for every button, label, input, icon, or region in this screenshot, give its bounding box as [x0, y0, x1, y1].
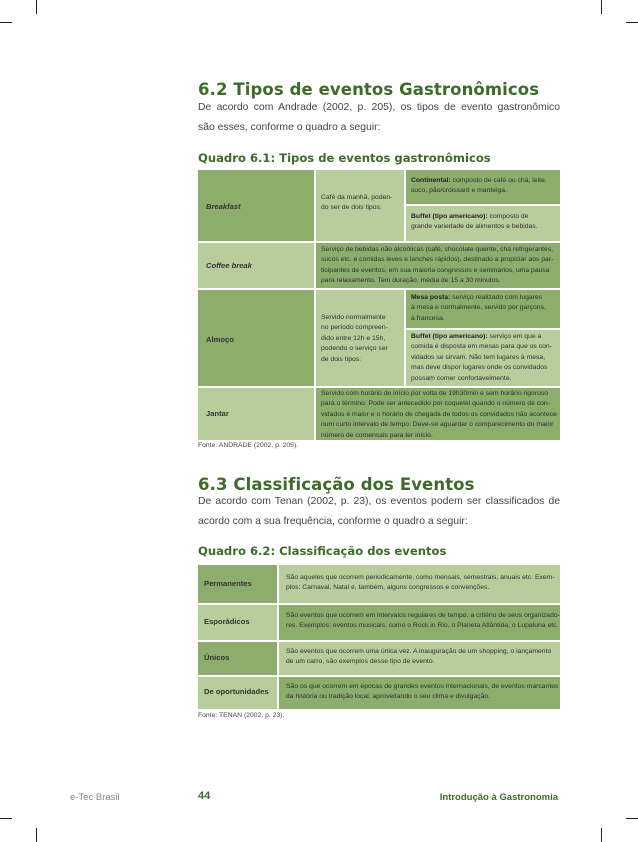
cell-text: [286, 647, 551, 668]
cell-text: [321, 193, 392, 214]
text-line: São aqueles que ocorrem periodicamente, como mensais, semestrais, anuais etc. Exem-: [286, 574, 555, 581]
description-cell: [279, 677, 560, 709]
paragraph-line: são esses, conforme o quadro a seguir:: [198, 122, 381, 133]
detail-cell: [406, 290, 560, 328]
text-line: Servido com horário de início por volta de 19h30min e sem horário rigoroso: [321, 390, 549, 397]
text-line: possam comer confortavelmente.: [411, 374, 512, 382]
cell-text: [286, 682, 558, 703]
footer-book-title: Introdução à Gastronomia: [439, 792, 558, 803]
text-line: [411, 293, 546, 303]
description-cell: [316, 290, 404, 386]
detail-cell: [406, 330, 560, 386]
row-label-cell: [198, 565, 277, 603]
paragraph-line: acordo com a sua frequência, conforme o quadro a seguir:: [198, 516, 468, 527]
row-label: Permanentes: [204, 579, 252, 588]
crop-mark: [601, 0, 602, 14]
text-line: suco, pão/croissant e manteiga.: [411, 187, 507, 195]
table-title: Quadro 6.1: Tipos de eventos gastronômicos: [198, 151, 491, 165]
description-cell: [316, 388, 560, 440]
row-label: Almoço: [206, 335, 234, 344]
description-cell: [279, 565, 560, 603]
text-line: podendo o serviço ser: [321, 345, 388, 353]
text-line: plos: Carnaval, Natal e, também, alguns congressos e convenções.: [286, 584, 490, 592]
page-number: 44: [198, 790, 211, 802]
row-label: De oportunidades: [204, 687, 269, 696]
table-title: Quadro 6.2: Classificação dos eventos: [198, 544, 447, 558]
cell-text: [411, 293, 546, 324]
intro-paragraph: [198, 98, 560, 138]
section-heading: 6.2 Tipos de eventos Gastronômicos: [198, 80, 540, 99]
row-label: Jantar: [206, 409, 229, 418]
row-label-cell: [198, 605, 277, 640]
description-cell: [316, 170, 404, 241]
text-line: mas deve dispor lugares onde os convidados: [411, 364, 548, 372]
detail-cell: [406, 206, 560, 241]
text-line: Café da manhã, poden-: [321, 194, 393, 201]
cell-text: [286, 573, 555, 594]
table-source: Fonte: ANDRADE (2002, p. 205).: [198, 442, 299, 449]
text-line: [411, 332, 552, 342]
term-label: Continental:: [411, 177, 451, 184]
intro-paragraph: [198, 492, 560, 532]
text-line: São eventos que ocorrem em intervalos regulares de tempo, a critério de seus organizado-: [286, 612, 560, 619]
text-line: res. Exemplos: eventos musicais, como o Rock in Rio, o Planeta Atlântida, o Lupaluna etc.: [286, 622, 559, 630]
cell-text: [286, 611, 560, 632]
description-cell: [279, 642, 560, 675]
text-line: São eventos que ocorrem uma única vez. A inauguração de um shopping, o lançamento: [286, 648, 552, 655]
text-line: sucos etc. e comidas leves e lanches rápidos), destinado a propiciar aos par-: [321, 256, 554, 264]
text-line: dido entre 12h e 15h,: [321, 334, 386, 342]
cell-text: [321, 389, 557, 441]
text-line: [411, 212, 538, 222]
text-line: à mesa e normalmente, servido por garçons,: [411, 304, 546, 312]
term-text: serviço realizado com lugares: [450, 294, 543, 301]
footer-brand: e-Tec Brasil: [70, 792, 120, 803]
row-label-cell: [198, 388, 314, 440]
text-line: no período compreen-: [321, 324, 388, 332]
row-label-cell: [198, 677, 277, 709]
text-line: da história ou tradição local, aproveitando o seu clima e divulgação.: [286, 693, 491, 701]
detail-cell: [406, 170, 560, 204]
cell-text: [321, 245, 553, 287]
text-line: [411, 176, 547, 186]
row-label-cell: [198, 243, 314, 288]
text-line: do ser de dois tipos:: [321, 204, 382, 212]
cell-text: [411, 332, 552, 384]
paragraph-line: De acordo com Tenan (2002, p. 23), os eventos podem ser classificados de: [198, 496, 560, 507]
text-line: número de comensais para ter início.: [321, 431, 433, 439]
crop-mark: [0, 818, 12, 819]
text-line: de um carro, são exemplos desse tipo de evento.: [286, 658, 435, 666]
term-label: Mesa posta:: [411, 294, 451, 301]
text-line: vidados é maior e o horário de chegada de todos os convidados não acontece: [321, 410, 557, 418]
text-line: São os que ocorrem em épocas de grandes eventos internacionais, de eventos marcantes: [286, 683, 559, 690]
text-line: num curto intervalo de tempo. Deve-se aguardar o comparecimento do maior: [321, 421, 554, 429]
row-label-cell: [198, 290, 314, 386]
description-cell: [279, 605, 560, 640]
cell-text: [411, 176, 547, 197]
description-cell: [316, 243, 560, 288]
text-line: à francesa.: [411, 314, 445, 322]
row-label-cell: [198, 642, 277, 675]
row-label: Breakfast: [206, 202, 241, 211]
section-heading: 6.3 Classificação dos Eventos: [198, 475, 475, 494]
text-line: comida é disposta em mesas para que os con-: [411, 343, 552, 351]
term-text: serviço em que a: [487, 333, 542, 340]
text-line: para relaxamento. Tem duração, média de 15 a 30 minutos.: [321, 277, 501, 285]
cell-text: [321, 313, 388, 365]
row-label: Únicos: [204, 653, 230, 662]
row-label-cell: [198, 170, 314, 241]
crop-mark: [36, 828, 37, 842]
term-text: composto de café ou chá, leite,: [450, 177, 547, 184]
crop-mark: [601, 828, 602, 842]
crop-mark: [36, 0, 37, 14]
text-line: grande variedade de alimentos e bebidas.: [411, 223, 538, 231]
text-line: Servido normalmente: [321, 314, 386, 321]
paragraph-line: De acordo com Andrade (2002, p. 205), os tipos de evento gastronômico: [198, 102, 560, 113]
cell-text: [411, 212, 538, 233]
text-line: Serviço de bebidas não alcoólicas (café, chocolate quente, chá refrigerantes,: [321, 246, 553, 253]
term-label: Buffet (tipo americano):: [411, 213, 488, 220]
table-source: Fonte: TENAN (2002, p. 23).: [198, 712, 285, 719]
term-label: Buffet (tipo americano):: [411, 333, 488, 340]
crop-mark: [626, 818, 638, 819]
text-line: de dois tipos:: [321, 355, 362, 363]
text-line: ticipantes de eventos, em sua maioria congressos e seminários, uma pausa: [321, 266, 550, 274]
text-line: vidados se sirvam. Não tem lugares à mesa,: [411, 353, 546, 361]
row-label: Esporádicos: [204, 617, 250, 626]
term-text: composto de: [487, 213, 529, 220]
crop-mark: [0, 22, 12, 23]
row-label: Coffee break: [206, 261, 252, 270]
crop-mark: [626, 22, 638, 23]
text-line: para o término. Pode ser antecedido por coquetel quando o número de con-: [321, 400, 550, 408]
